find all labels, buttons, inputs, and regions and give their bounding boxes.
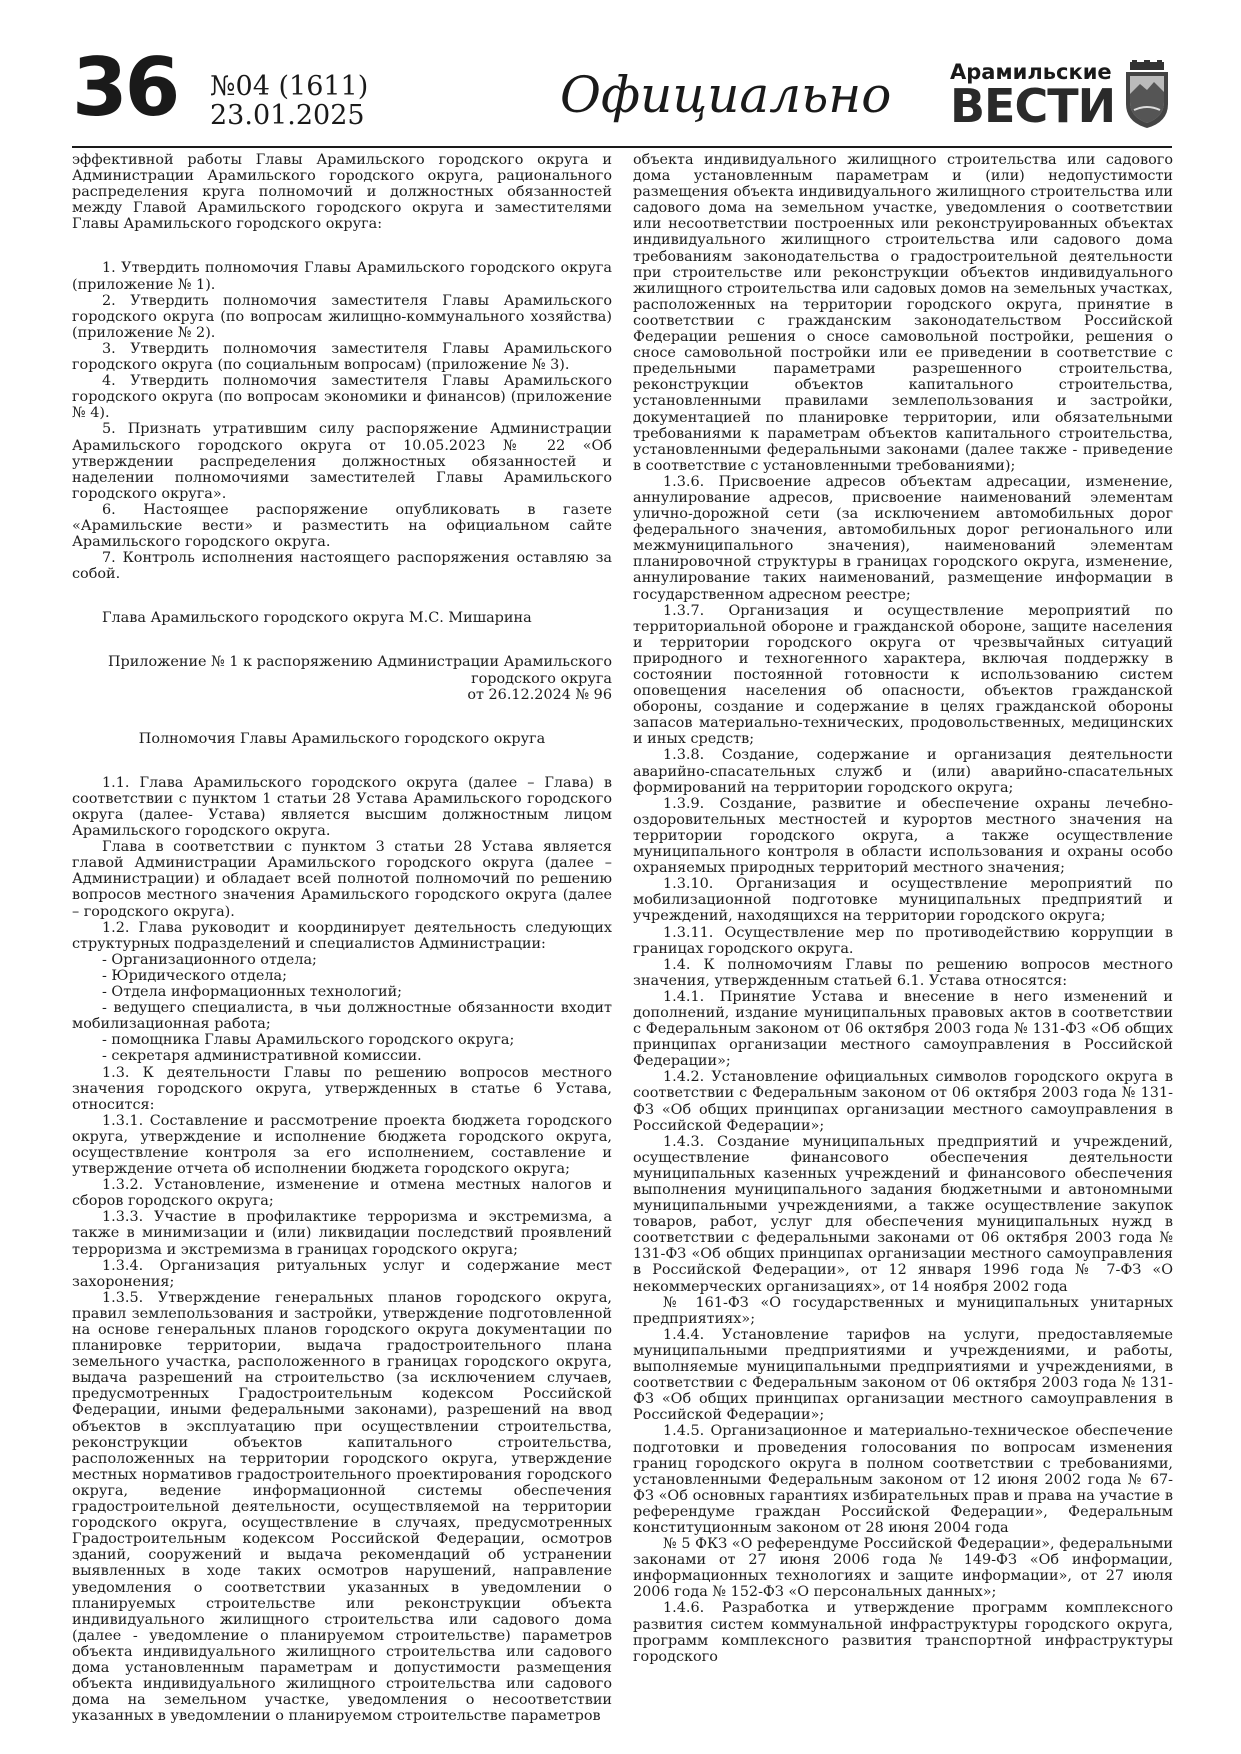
paragraph: 1.3.2. Установление, изменение и отмена местных налогов и сборов городского округа;	[72, 1177, 612, 1210]
paragraph: 1.3.6. Присвоение адресов объектам адресации, изменение, аннулирование адресов, присвоение наименований элементам улично-дорожной сети (за исключением автомобильных дорог федерального значения, автомобильных дорог регионального или межмуниципального значения), наименований элементам планировочной структуры в границах городского округа, изменение, аннулирование таких наименований, размещение информации в государственном адресном реестре;	[633, 473, 1173, 603]
paragraph: 1.3.1. Составление и рассмотрение проекта бюджета городского округа, утверждение и исполнение бюджета городского округа, осуществление контроля за его исполнением, составление и утверждение отчета об исполнении бюджета городского округа;	[72, 1112, 612, 1178]
left-column	[72, 152, 612, 1724]
paragraph: 1. Утвердить полномочия Главы Арамильского городского округа (приложение № 1).	[72, 260, 612, 293]
list-item: - Юридического отдела;	[102, 967, 287, 984]
page-header	[0, 0, 1241, 150]
paragraph: Глава в соответствии с пунктом 3 статьи 28 Устава является главой Администрации Арамильского городского округа (далее – Администрации) и обладает всей полнотой полномочий по решению вопросов местного значения Арамильского городского округа (далее – городского округа).	[72, 839, 612, 920]
issue-date: 23.01.2025	[210, 100, 365, 131]
paragraph: 6. Настоящее распоряжение опубликовать в газете «Арамильские вести» и разместить на официальном сайте Арамильского городского округа.	[72, 501, 612, 551]
paragraph: 1.4.4. Установление тарифов на услуги, предоставляемые муниципальными предприятиями и учреждениями, и работы, выполняемые муниципальными предприятиями и учреждениями, в соответствии с Федеральным законом от 06 октября 2003 года № 131-ФЗ «Об общих принципах организации местного самоуправления в Российской Федерации»;	[633, 1326, 1173, 1424]
newspaper-logo-line1: Арамильские	[950, 60, 1112, 84]
paragraph: 1.3.7. Организация и осуществление мероприятий по территориальной обороне и гражданской обороне, защите населения и территории городского округа от чрезвычайных ситуаций природного и техногенного характера, включая поддержку в состоянии постоянной готовности к использованию систем оповещения населения об опасности, объектов гражданской обороны, создание и содержание в целях гражданской обороны запасов материально-технических, продовольственных, медицинских и иных средств;	[633, 602, 1173, 748]
paragraph: 1.3. К деятельности Главы по решению вопросов местного значения городского округа, утвержденных в статье 6 Устава, относится:	[72, 1064, 612, 1113]
paragraph: эффективной работы Главы Арамильского городского округа и Администрации Арамильского городского округа, рационального распределения круга полномочий и должностных обязанностей между Главой Арамильского городского округа и заместителями Главы Арамильского городского округа:	[72, 152, 612, 233]
section-heading: Полномочия Главы Арамильского городского округа	[138, 730, 546, 747]
list-item: - помощника Главы Арамильского городского округа;	[102, 1032, 515, 1049]
paragraph: 1.3.5. Утверждение генеральных планов городского округа, правил землепользования и застройки, утверждение подготовленной на основе генеральных планов городского округа документации по планировке территории, выдача градостроительного плана земельного участка, расположенного в границах городского округа, выдача разрешений на строительство (за исключением случаев, предусмотренных Градостроительным кодексом Российской Федерации, иными федеральными законами), разрешений на ввод объектов в эксплуатацию при осуществлении строительства, реконструкции объектов капитального строительства, расположенных на территории городского округа, утверждение местных нормативов градостроительного проектирования городского округа, ведение информационной системы обеспечения градостроительной деятельности, осуществляемой на территории городского округа, осуществление в случаях, предусмотренных Градостроительным кодексом Российской Федерации, осмотров зданий, сооружений и выдача рекомендаций об устранении выявленных в ходе таких осмотров нарушений, направление уведомления о соответствии указанных в уведомлении о планируемых строительстве или реконструкции объекта индивидуального жилищного строительства или садового дома (далее - уведомление о планируемом строительстве) параметров объекта индивидуального жилищного строительства или садового дома установленным параметрам и допустимости размещения объекта индивидуального жилищного строительства или садового дома на земельном участке, уведомления о несоответствии указанных в уведомлении о планируемом строительстве параметров	[72, 1289, 612, 1725]
issue-info	[210, 72, 368, 130]
paragraph: 1.4.3. Создание муниципальных предприятий и учреждений, осуществление финансового обеспечения деятельности муниципальных казенных учреждений и финансового обеспечения выполнения муниципального задания бюджетными и автономными муниципальными учреждениями, а также осуществление закупок товаров, работ, услуг для обеспечения муниципальных нужд в соответствии с федеральными законами от 06 октября 2003 года № 131-ФЗ «Об общих принципах организации местного самоуправления в Российской Федерации», от 12 января 1996 года № 7-ФЗ «О некоммерческих организациях», от 14 ноября 2002 года	[633, 1133, 1173, 1295]
paragraph: объекта индивидуального жилищного строительства или садового дома установленным параметрам и (или) недопустимости размещения объекта индивидуального жилищного строительства или садового дома на земельном участке, уведомления о соответствии или несоответствии построенных или реконструированных объектах индивидуального жилищного строительства или садового дома требованиям законодательства о градостроительной деятельности при строительстве или реконструкции объектов индивидуального жилищного строительства или садовых домов на земельных участках, расположенных на территории городского округа, принятие в соответствии с гражданским законодательством Российской Федерации решения о сносе самовольной постройки, решения о сносе самовольной постройки или ее приведении в соответствие с предельными параметрами разрешенного строительства, реконструкции объектов капитального строительства, установленными правилами землепользования и застройки, документацией по планировке территории, или обязательными требованиями к параметрам объектов капитального строительства, установленными федеральными законами (далее также - приведение в соответствие с установленными требованиями);	[633, 152, 1173, 474]
paragraph: 1.3.3. Участие в профилактике терроризма и экстремизма, а также в минимизации и (или) ликвидации последствий проявлений терроризма и экстремизма в границах городского округа;	[72, 1209, 612, 1258]
paragraph: 2. Утвердить полномочия заместителя Главы Арамильского городского округа (по вопросам жилищно-коммунального хозяйства) (приложение № 2).	[72, 292, 612, 341]
newspaper-logo-line2: ВЕСТИ	[950, 79, 1116, 133]
paragraph: 3. Утвердить полномочия заместителя Главы Арамильского городского округа (по социальным вопросам) (приложение № 3).	[72, 340, 612, 374]
list-item: - Организационного отдела;	[102, 951, 317, 968]
paragraph: 1.3.10. Организация и осуществление мероприятий по мобилизационной подготовке муниципальных предприятий и учреждений, находящихся на территории городского округа;	[633, 876, 1173, 925]
header-divider	[72, 146, 1172, 148]
paragraph: 1.1. Глава Арамильского городского округа (далее – Глава) в соответствии с пунктом 1 статьи 28 Устава Арамильского городского округа (далее- Устава) является высшим должностным лицом Арамильского городского округа.	[72, 774, 612, 840]
appendix-heading: Приложение № 1 к распоряжению Администрации Арамильского городского округа	[107, 654, 612, 687]
paragraph: № 161-ФЗ «О государственных и муниципальных унитарных предприятиях»;	[633, 1294, 1173, 1327]
paragraph: 1.4.6. Разработка и утверждение программ комплексного развития систем коммунальной инфраструктуры городского округа, программ комплексного развития транспортной инфраструктуры городского	[633, 1600, 1173, 1665]
paragraph: 1.3.11. Осуществление мер по противодействию коррупции в границах городского округа.	[633, 924, 1173, 957]
paragraph: 1.4. К полномочиям Главы по решению вопросов местного значения, утвержденным статьей 6.1. Устава относятся:	[633, 956, 1173, 989]
paragraph: № 5 ФКЗ «О референдуме Российской Федерации», федеральными законами от 27 июня 2006 года № 149-ФЗ «Об информации, информационных технологиях и защите информации», от 27 июля 2006 года № 152-ФЗ «О персональных данных»;	[633, 1536, 1173, 1601]
page-number: 36	[72, 41, 178, 134]
paragraph: 1.2. Глава руководит и координирует деятельность следующих структурных подразделений и специалистов Администрации:	[72, 919, 612, 952]
signature: Глава Арамильского городского округа М.С. Мишарина	[102, 610, 532, 627]
issue-number: №04 (1611)	[210, 71, 369, 102]
appendix-date: от 26.12.2024 № 96	[467, 686, 612, 703]
paragraph: 1.4.1. Принятие Устава и внесение в него изменений и дополнений, издание муниципальных правовых актов в соответствии с Федеральным законом от 06 октября 2003 года № 131-ФЗ «Об общих принципах организации местного самоуправления в Российской Федерации»;	[633, 988, 1173, 1070]
list-item: - ведущего специалиста, в чьи должностные обязанности входит мобилизационная работа;	[72, 1000, 612, 1033]
coat-of-arms-icon	[1122, 60, 1172, 130]
paragraph: 5. Признать утратившим силу распоряжение Администрации Арамильского городского округа от 10.05.2023 № 22 «Об утверждении распределения должностных обязанностей и наделении полномочиями заместителей Главы Арамильского городского округа».	[72, 421, 612, 502]
list-item: - секретаря административной комиссии.	[102, 1048, 422, 1065]
list-item: - Отдела информационных технологий;	[102, 984, 403, 1001]
paragraph: 1.4.5. Организационное и материально-техническое обеспечение подготовки и проведения голосования по вопросам изменения границ городского округа в полном соответствии с требованиями, установленными Федеральным законом от 12 июня 2002 года № 67-ФЗ «Об основных гарантиях избирательных прав и права на участие в референдуме граждан Российской Федерации», Федеральным конституционным законом от 28 июня 2004 года	[633, 1423, 1173, 1536]
paragraph: 1.4.2. Установление официальных символов городского округа в соответствии с Федеральным законом от 06 октября 2003 года № 131-ФЗ «Об общих принципах организации местного самоуправления в Российской Федерации»;	[633, 1069, 1173, 1134]
paragraph: 7. Контроль исполнения настоящего распоряжения оставляю за собой.	[72, 550, 612, 583]
section-title: Официально	[560, 66, 892, 124]
paragraph: 1.3.9. Создание, развитие и обеспечение охраны лечебно-оздоровительных местностей и курортов местного значения на территории городского округа, а также осуществление муниципального контроля в области использования и охраны особо охраняемых природных территорий местного значения;	[633, 795, 1173, 877]
right-column	[633, 152, 1173, 1665]
paragraph: 1.3.8. Создание, содержание и организация деятельности аварийно-спасательных служб и (или) аварийно-спасательных формирований на территории городского округа;	[633, 747, 1173, 796]
paragraph: 1.3.4. Организация ритуальных услуг и содержание мест захоронения;	[72, 1257, 612, 1290]
paragraph: 4. Утвердить полномочия заместителя Главы Арамильского городского округа (по вопросам экономики и финансов) (приложение № 4).	[72, 373, 612, 422]
